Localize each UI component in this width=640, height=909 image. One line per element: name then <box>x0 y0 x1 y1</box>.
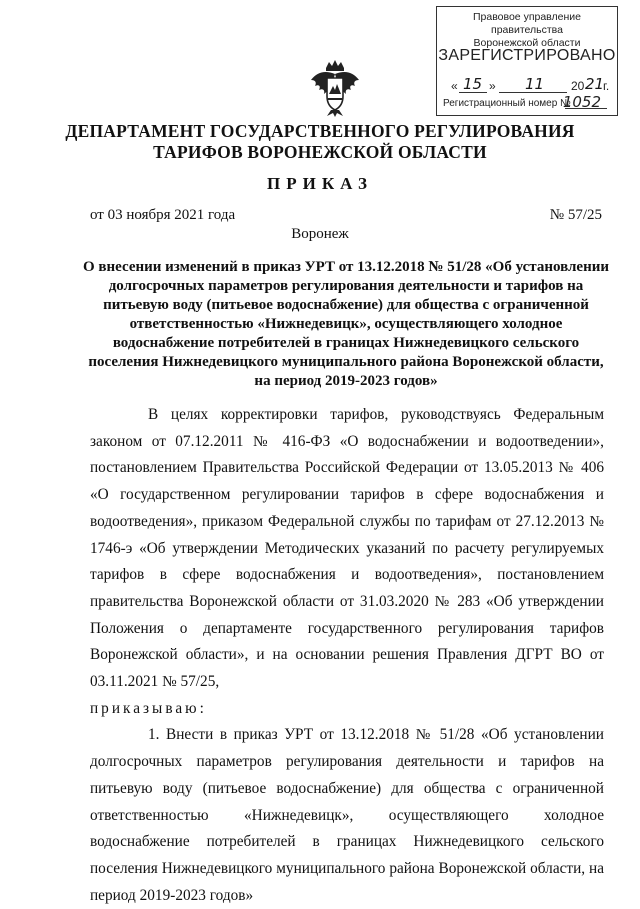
stamp-reg-number-row <box>443 93 611 111</box>
stamp-month: 11 <box>525 75 545 93</box>
stamp-header <box>437 11 617 50</box>
stamp-date <box>451 75 609 95</box>
stamp-year-end: г. <box>603 79 610 93</box>
department-name: ДЕПАРТАМЕНТ ГОСУДАРСТВЕННОГО РЕГУЛИРОВАНИЯ ТАРИФОВ ВОРОНЕЖСКОЙ ОБЛАСТИ <box>65 121 575 162</box>
stamp-line-2: Воронежской области <box>473 37 581 49</box>
stamp-reg-number: 1052 <box>562 93 601 111</box>
document-type: ПРИКАЗ <box>267 174 373 193</box>
stamp-year-prefix: 20 <box>571 79 585 93</box>
order-body <box>90 402 604 909</box>
registration-stamp <box>436 6 618 116</box>
stamp-day: 15 <box>463 75 483 93</box>
stamp-quote-open: « <box>451 79 458 93</box>
order-word: приказываю: <box>90 699 207 717</box>
preamble-paragraph: В целях корректировки тарифов, руководствуясь Федеральным законом от 07.12.2011 № 416-ФЗ «О водоснабжении и водоотведении», постановлением Правительства Российской Федерации от 13.05.2013 № 406 «О государственном регулировании тарифов в сфере водоснабжения и водоотведения», приказом Федеральной службы по тарифам от 27.12.2013 № 1746-э «Об утверждении Методических указаний по расчету регулируемых тарифов в сфере водоснабжения и водоотведения», постановлением правительства Воронежской области от 31.03.2020 № 283 «Об утверждении Положения о департаменте государственного регулирования тарифов Воронежской области», и на основании решения Правления ДГРТ ВО от 03.11.2021 № 57/25, <box>90 406 604 691</box>
city: Воронеж <box>291 226 349 242</box>
coat-of-arms-icon <box>309 58 361 118</box>
stamp-registered: ЗАРЕГИСТРИРОВАНО <box>438 47 616 64</box>
order-title: О внесении изменений в приказ УРТ от 13.12.2018 № 51/28 «Об установлении долгосрочных параметров регулирования деятельности и тарифов на питьевую воду (питьевое водоснабжение) для общества с ограниченной ответственностью «Нижнедевицк», осуществляющего холодное водоснабжение потребителей в границах Нижнедевицкого сельского поселения Нижнедевицкого муниципального района Воронежской области, на период 2019-2023 годов» <box>82 259 610 389</box>
stamp-line-1: Правовое управление правительства <box>472 11 581 36</box>
order-date: от 03 ноября 2021 года <box>90 207 236 223</box>
stamp-quote-close: » <box>489 79 496 93</box>
stamp-year-suffix: 21 <box>585 75 605 93</box>
item-1-paragraph: 1. Внести в приказ УРТ от 13.12.2018 № 51/28 «Об установлении долгосрочных параметров регулирования деятельности и тарифов на питьевую воду (питьевое водоснабжение) для общества с ограниченной ответственностью «Нижнедевицк», осуществляющего холодное водоснабжение потребителей в границах Нижнедевицкого сельского поселения Нижнедевицкого муниципального района Воронежской области, на период 2019-2023 годов» <box>90 726 604 904</box>
order-number: № 57/25 <box>549 207 602 223</box>
stamp-reg-label: Регистрационный номер № <box>443 98 571 109</box>
